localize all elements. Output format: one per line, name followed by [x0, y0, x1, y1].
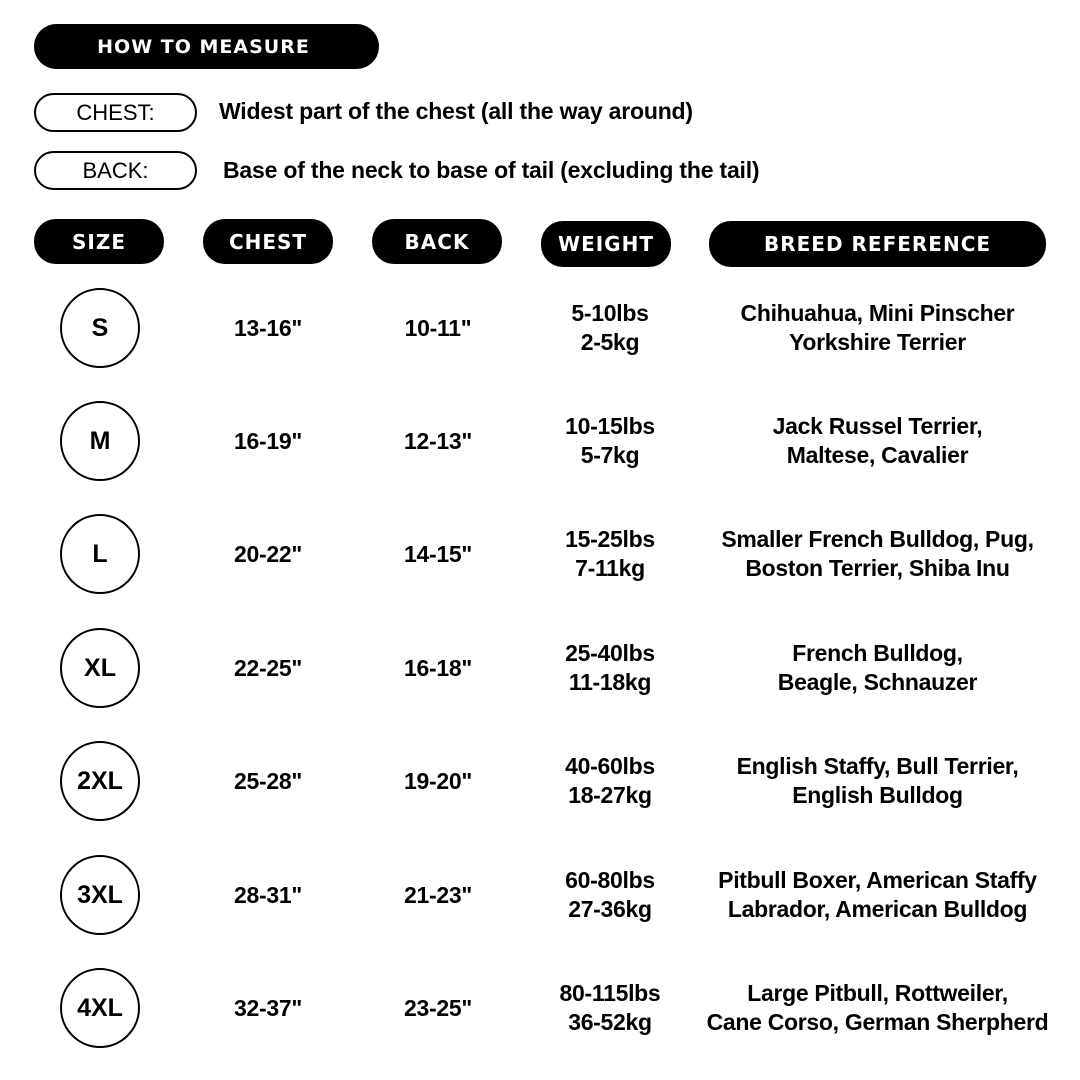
size-row-l	[0, 514, 1080, 594]
chest-guide-label: CHEST:	[34, 93, 197, 132]
breed-line-2: English Bulldog	[792, 782, 963, 808]
weight-value	[530, 514, 690, 594]
size-row-s	[0, 288, 1080, 368]
breed-line-2: Beagle, Schnauzer	[777, 669, 978, 695]
weight-kg: 27-36kg	[568, 896, 652, 922]
weight-lbs: 25-40lbs	[565, 640, 655, 666]
chest-value: 13-16"	[234, 314, 302, 341]
size-badge: M	[60, 401, 140, 481]
how-to-measure-title	[34, 24, 379, 69]
back-value: 23-25"	[404, 994, 472, 1021]
breed-reference	[700, 628, 1055, 708]
back-guide-label: BACK:	[34, 151, 197, 190]
breed-line-1: Large Pitbull, Rottweiler,	[747, 980, 1008, 1006]
breed-reference	[700, 741, 1055, 821]
breed-line-1: English Staffy, Bull Terrier,	[736, 753, 1019, 779]
weight-kg: 11-18kg	[568, 669, 652, 695]
weight-value	[530, 628, 690, 708]
size-badge: 3XL	[60, 855, 140, 935]
weight-kg: 36-52kg	[568, 1009, 652, 1035]
weight-lbs: 80-115lbs	[559, 980, 661, 1006]
size-badge: 4XL	[60, 968, 140, 1048]
weight-value	[530, 288, 690, 368]
breed-reference	[700, 288, 1055, 368]
weight-lbs: 5-10lbs	[571, 300, 649, 326]
size-row-3xl	[0, 855, 1080, 935]
back-value: 19-20"	[404, 767, 472, 794]
back-value: 14-15"	[404, 540, 472, 567]
size-badge: L	[60, 514, 140, 594]
chest-value: 32-37"	[234, 994, 302, 1021]
weight-value	[530, 401, 690, 481]
size-badge: S	[60, 288, 140, 368]
chest-value: 22-25"	[234, 654, 302, 681]
size-row-4xl	[0, 968, 1080, 1048]
breed-line-1: Smaller French Bulldog, Pug,	[721, 526, 1034, 552]
weight-kg: 7-11kg	[575, 555, 645, 581]
column-header-weight: WEIGHT	[541, 221, 671, 267]
weight-lbs: 40-60lbs	[565, 753, 655, 779]
weight-lbs: 10-15lbs	[565, 413, 655, 439]
column-header-size: SIZE	[34, 219, 164, 264]
chest-value: 20-22"	[234, 540, 302, 567]
back-value: 12-13"	[404, 427, 472, 454]
back-value: 21-23"	[404, 881, 472, 908]
back-value: 10-11"	[404, 314, 472, 341]
chest-value: 28-31"	[234, 881, 302, 908]
breed-reference	[700, 514, 1055, 594]
breed-line-1: Pitbull Boxer, American Staffy	[718, 867, 1037, 893]
breed-line-2: Yorkshire Terrier	[789, 329, 966, 355]
breed-line-2: Cane Corso, German Sherpherd	[706, 1009, 1049, 1035]
weight-lbs: 15-25lbs	[565, 526, 655, 552]
breed-line-2: Maltese, Cavalier	[786, 442, 969, 468]
breed-line-2: Boston Terrier, Shiba Inu	[745, 555, 1010, 581]
size-row-2xl	[0, 741, 1080, 821]
breed-line-2: Labrador, American Bulldog	[727, 896, 1028, 922]
weight-kg: 2-5kg	[580, 329, 640, 355]
size-row-m	[0, 401, 1080, 481]
breed-reference	[700, 855, 1055, 935]
size-badge: 2XL	[60, 741, 140, 821]
weight-kg: 18-27kg	[568, 782, 652, 808]
chest-value: 25-28"	[234, 767, 302, 794]
breed-line-1: Jack Russel Terrier,	[772, 413, 983, 439]
chest-guide-description: Widest part of the chest (all the way around)	[219, 98, 693, 124]
breed-line-1: Chihuahua, Mini Pinscher	[740, 300, 1015, 326]
weight-value	[530, 968, 690, 1048]
breed-line-1: French Bulldog,	[792, 640, 963, 666]
breed-reference	[700, 968, 1055, 1048]
back-guide-description: Base of the neck to base of tail (excluding the tail)	[223, 157, 760, 183]
column-header-chest: CHEST	[203, 219, 333, 264]
column-header-breed-reference: BREED REFERENCE	[709, 221, 1046, 267]
breed-reference	[700, 401, 1055, 481]
back-value: 16-18"	[404, 654, 472, 681]
size-badge: XL	[60, 628, 140, 708]
weight-value	[530, 741, 690, 821]
size-row-xl	[0, 628, 1080, 708]
weight-value	[530, 855, 690, 935]
chest-value: 16-19"	[234, 427, 302, 454]
column-header-back: BACK	[372, 219, 502, 264]
weight-kg: 5-7kg	[580, 442, 640, 468]
how-to-measure-text: HOW TO MEASURE	[97, 35, 310, 58]
weight-lbs: 60-80lbs	[565, 867, 655, 893]
